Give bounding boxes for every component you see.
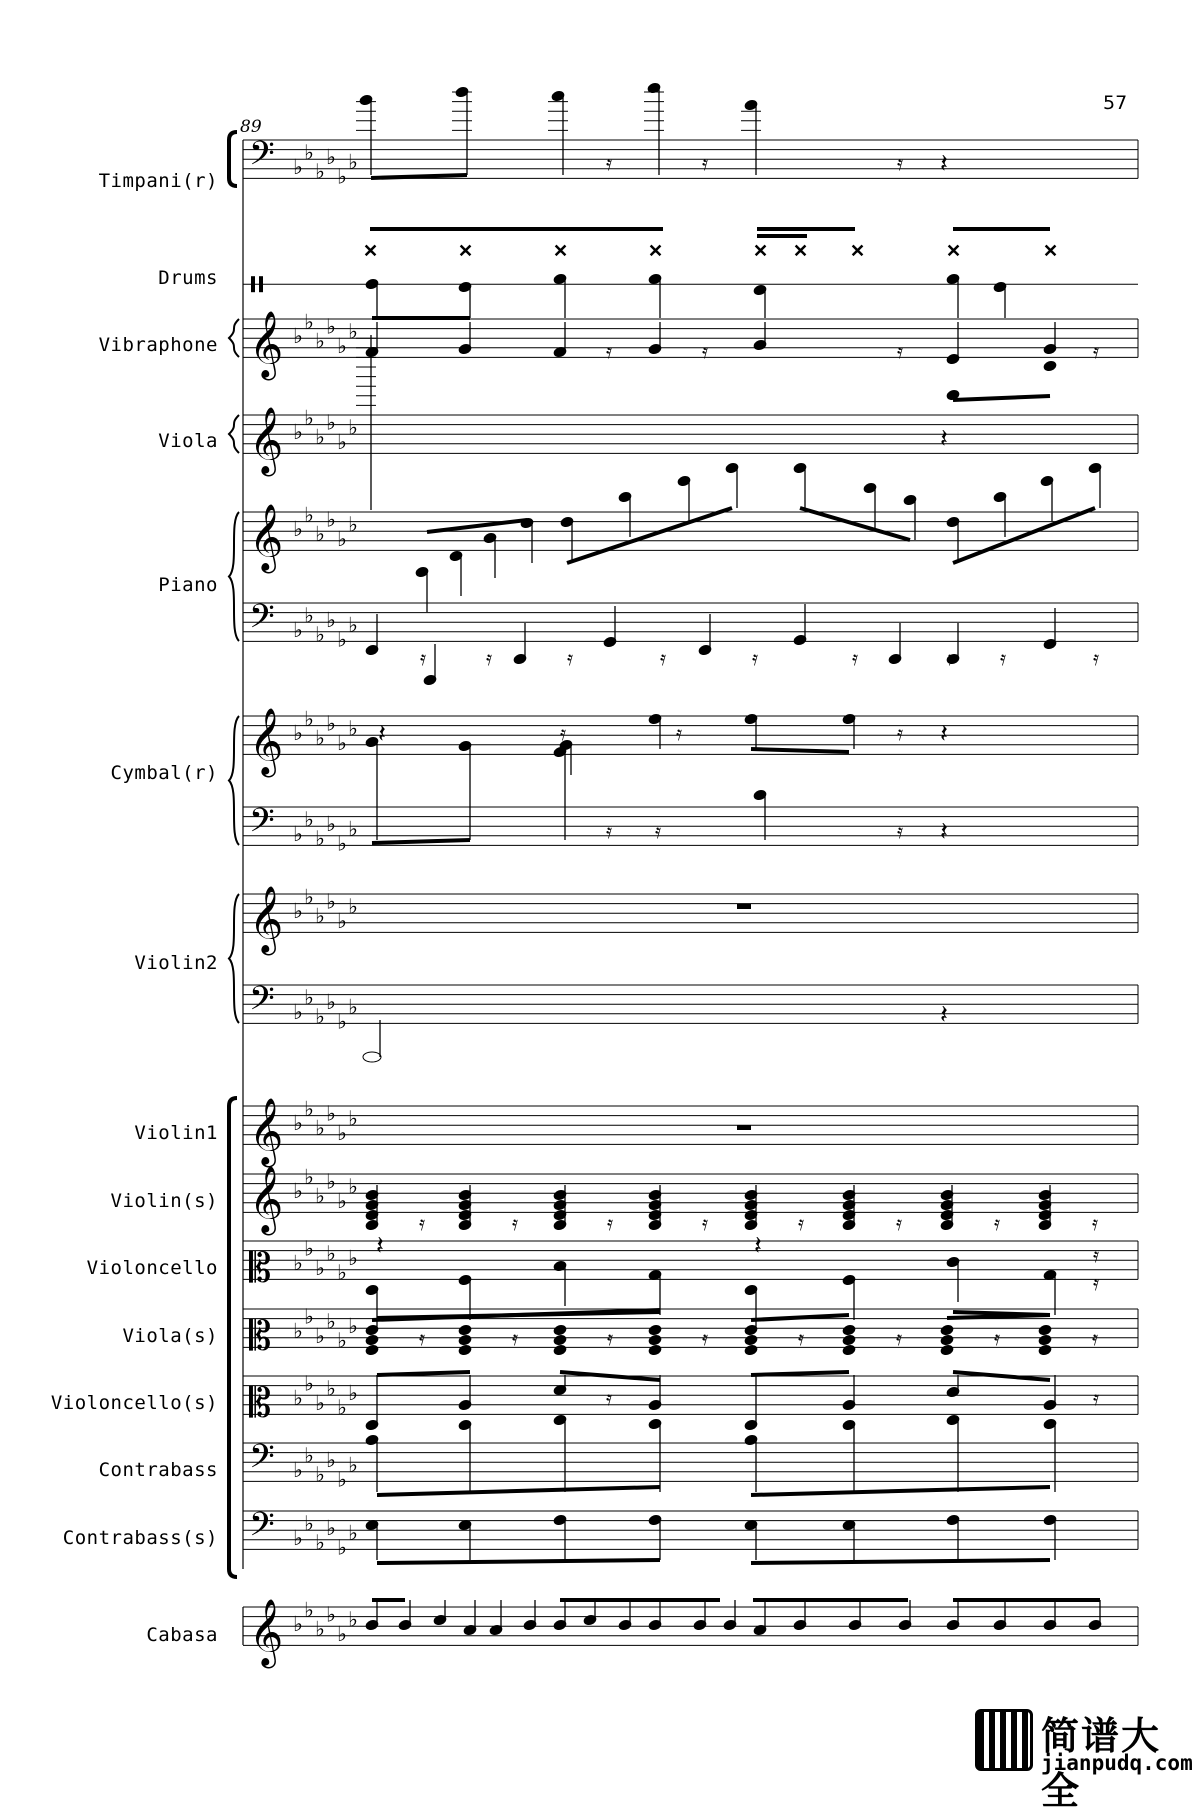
chord-note-head xyxy=(648,1344,662,1356)
sixteenth-rest: 𝄿 xyxy=(798,1326,805,1350)
flat-sign: ♭ xyxy=(348,1174,358,1199)
half-note-head xyxy=(363,1052,381,1062)
note-beam xyxy=(567,508,732,563)
flat-sign: ♭ xyxy=(304,603,314,628)
chord-note-head xyxy=(744,1344,758,1356)
flat-sign: ♭ xyxy=(315,826,325,851)
piano-keys-icon xyxy=(975,1709,1033,1771)
quarter-rest: 𝄽 xyxy=(940,149,948,179)
flat-sign: ♭ xyxy=(304,1371,314,1396)
sixteenth-rest: 𝄿 xyxy=(896,1326,903,1350)
bracket xyxy=(229,1098,237,1577)
flat-sign: ♭ xyxy=(293,1319,303,1343)
flat-sign: ♭ xyxy=(293,821,303,846)
note-beam xyxy=(751,1487,1050,1495)
flat-sign: ♭ xyxy=(304,1511,314,1536)
flat-sign: ♭ xyxy=(304,405,314,430)
flat-sign: ♭ xyxy=(293,617,303,642)
flat-sign: ♭ xyxy=(293,1525,303,1550)
flat-sign: ♭ xyxy=(293,1612,303,1637)
treble-clef: 𝄞 xyxy=(249,884,284,953)
label-violoncello: Violoncello xyxy=(86,1257,218,1279)
chord-note-head xyxy=(1038,1344,1052,1356)
chord-note-head xyxy=(940,1324,954,1336)
flat-sign: ♭ xyxy=(337,1260,347,1285)
flat-sign: ♭ xyxy=(348,1607,358,1632)
measure-number: 89 xyxy=(240,117,262,137)
sixteenth-rest: 𝄿 xyxy=(852,646,859,670)
flat-sign: ♭ xyxy=(293,1457,303,1482)
chord-note-head xyxy=(842,1344,856,1356)
bass-clef: 𝄢 xyxy=(249,1437,275,1484)
flat-sign: ♭ xyxy=(326,889,336,914)
flat-sign: ♭ xyxy=(337,730,347,755)
sixteenth-rest: 𝄿 xyxy=(702,339,709,363)
chord-note-head xyxy=(842,1324,856,1336)
x-note-head: × xyxy=(553,240,569,261)
sixteenth-rest: 𝄿 xyxy=(512,1326,519,1350)
x-note-head: × xyxy=(850,240,866,261)
chord-note-head xyxy=(1038,1334,1052,1346)
flat-sign: ♭ xyxy=(293,324,303,349)
flat-sign: ♭ xyxy=(304,309,314,334)
sixteenth-rest: 𝄿 xyxy=(897,339,904,363)
sixteenth-rest: 𝄿 xyxy=(1093,1243,1100,1267)
flat-sign: ♭ xyxy=(326,1376,336,1401)
quarter-rest: 𝄽 xyxy=(940,719,948,749)
sixteenth-rest: 𝄿 xyxy=(655,819,662,843)
label-violin1: Violin1 xyxy=(134,1122,218,1144)
flat-sign: ♭ xyxy=(304,1164,314,1189)
flat-sign: ♭ xyxy=(315,329,325,353)
flat-sign: ♭ xyxy=(348,613,358,637)
label-cabasa: Cabasa xyxy=(146,1624,218,1646)
flat-sign: ♭ xyxy=(337,627,347,652)
x-note-head: × xyxy=(793,240,809,261)
flat-sign: ♭ xyxy=(348,1453,358,1477)
watermark-title: 简谱大全 xyxy=(1041,1714,1162,1813)
flat-sign: ♭ xyxy=(315,1255,325,1280)
quarter-rest: 𝄽 xyxy=(754,1231,762,1261)
note-beam xyxy=(800,508,910,540)
treble-clef: 𝄞 xyxy=(249,1096,284,1165)
flat-sign: ♭ xyxy=(315,904,325,928)
notes xyxy=(356,82,1102,1636)
brace xyxy=(229,319,239,357)
sixteenth-rest: 𝄿 xyxy=(606,339,613,363)
flat-sign: ♭ xyxy=(293,1386,303,1410)
sixteenth-rest: 𝄿 xyxy=(896,1211,903,1235)
brace xyxy=(229,512,239,641)
flat-sign: ♭ xyxy=(337,1535,347,1560)
flat-sign: ♭ xyxy=(304,1236,314,1261)
x-note-head: × xyxy=(458,240,474,261)
alto-clef: 𝄡 xyxy=(249,1313,272,1360)
flat-sign: ♭ xyxy=(326,145,336,170)
treble-clef: 𝄞 xyxy=(249,309,284,378)
sixteenth-rest: 𝄿 xyxy=(897,819,904,843)
note-beam xyxy=(377,1372,470,1375)
flat-sign: ♭ xyxy=(293,1179,303,1204)
flat-sign: ♭ xyxy=(337,1467,347,1492)
x-note-head: × xyxy=(753,240,769,261)
sixteenth-rest: 𝄿 xyxy=(567,646,574,670)
label-contrabass: Contrabass xyxy=(98,1459,218,1481)
flat-sign: ♭ xyxy=(304,1443,314,1468)
flat-sign: ♭ xyxy=(293,1251,303,1275)
flat-sign: ♭ xyxy=(293,999,303,1024)
note-beam xyxy=(751,749,849,752)
sixteenth-rest: 𝄿 xyxy=(607,1211,614,1235)
brace xyxy=(229,894,239,1023)
page-number: 57 xyxy=(1103,92,1128,114)
note-beam xyxy=(953,508,1095,563)
label-violas: Viola(s) xyxy=(122,1325,218,1347)
watermark-logo xyxy=(975,1705,1195,1813)
flat-sign: ♭ xyxy=(304,140,314,165)
x-note-head: × xyxy=(363,240,379,261)
flat-sign: ♭ xyxy=(348,894,358,919)
x-note-head: × xyxy=(946,240,962,261)
flat-sign: ♭ xyxy=(326,410,336,435)
note-beam xyxy=(377,1560,660,1563)
sixteenth-rest: 𝄿 xyxy=(1093,339,1100,363)
sixteenth-rest: 𝄿 xyxy=(1093,1386,1100,1410)
quarter-rest: 𝄽 xyxy=(376,1231,384,1261)
flat-sign: ♭ xyxy=(348,512,358,537)
note-beam xyxy=(751,1372,849,1375)
bass-clef: 𝄢 xyxy=(249,597,275,644)
flat-sign: ♭ xyxy=(293,154,303,179)
chord-note-head xyxy=(1038,1324,1052,1336)
flat-sign: ♭ xyxy=(304,706,314,731)
sixteenth-rest: 𝄿 xyxy=(897,721,904,745)
flat-sign: ♭ xyxy=(315,1116,325,1140)
quarter-rest: 𝄽 xyxy=(940,817,948,847)
flat-sign: ♭ xyxy=(326,314,336,339)
sixteenth-rest: 𝄿 xyxy=(607,1326,614,1350)
flat-sign: ♭ xyxy=(337,333,347,358)
brace xyxy=(229,415,239,453)
key-signatures xyxy=(293,140,358,1645)
flat-sign: ♭ xyxy=(348,1314,358,1339)
flat-sign: ♭ xyxy=(315,1462,325,1487)
flat-sign: ♭ xyxy=(337,1009,347,1034)
flat-sign: ♭ xyxy=(326,1602,336,1627)
sixteenth-rest: 𝄿 xyxy=(947,646,954,670)
label-viola: Viola xyxy=(158,430,218,452)
chord-note-head xyxy=(648,1334,662,1346)
flat-sign: ♭ xyxy=(315,1184,325,1208)
flat-sign: ♭ xyxy=(348,150,358,174)
quarter-rest: 𝄽 xyxy=(940,424,948,454)
alto-clef: 𝄡 xyxy=(249,1245,272,1292)
flat-sign: ♭ xyxy=(348,319,358,344)
flat-sign: ♭ xyxy=(337,1328,347,1353)
treble-clef: 𝄞 xyxy=(249,1597,284,1666)
treble-clef: 𝄞 xyxy=(249,405,284,474)
flat-sign: ♭ xyxy=(315,622,325,647)
note-beam xyxy=(377,1487,660,1495)
chord-note-head xyxy=(458,1334,472,1346)
sixteenth-rest: 𝄿 xyxy=(752,646,759,670)
sixteenth-rest: 𝄿 xyxy=(560,721,567,745)
sixteenth-rest: 𝄿 xyxy=(660,646,667,670)
whole-rest xyxy=(737,1125,751,1130)
sixteenth-rest: 𝄿 xyxy=(798,1211,805,1235)
flat-sign: ♭ xyxy=(348,1521,358,1545)
sixteenth-rest: 𝄿 xyxy=(1093,646,1100,670)
flat-sign: ♭ xyxy=(337,1188,347,1213)
chord-note-head xyxy=(553,1334,567,1346)
sixteenth-rest: 𝄿 xyxy=(606,819,613,843)
sixteenth-rest: 𝄿 xyxy=(676,721,683,745)
flat-sign: ♭ xyxy=(304,985,314,1010)
sixteenth-rest: 𝄿 xyxy=(1000,646,1007,670)
label-violin2: Violin2 xyxy=(134,952,218,974)
label-violins: Violin(s) xyxy=(110,1190,218,1212)
sixteenth-rest: 𝄿 xyxy=(419,1211,426,1235)
bass-clef: 𝄢 xyxy=(249,801,275,848)
sixteenth-rest: 𝄿 xyxy=(1092,1326,1099,1350)
flat-sign: ♭ xyxy=(304,1096,314,1121)
label-drums: Drums xyxy=(158,267,218,289)
bass-clef: 𝄢 xyxy=(249,979,275,1026)
flat-sign: ♭ xyxy=(326,1448,336,1473)
flat-sign: ♭ xyxy=(348,1246,358,1271)
chord-note-head xyxy=(553,1324,567,1336)
bass-clef: 𝄢 xyxy=(249,1505,275,1552)
flat-sign: ♭ xyxy=(315,1323,325,1348)
flat-sign: ♭ xyxy=(315,726,325,750)
flat-sign: ♭ xyxy=(326,1241,336,1266)
flat-sign: ♭ xyxy=(315,425,325,449)
label-timpani: Timpani(r) xyxy=(98,170,218,192)
chord-note-head xyxy=(365,1334,379,1346)
sixteenth-rest: 𝄿 xyxy=(606,151,613,175)
chord-note-head xyxy=(744,1334,758,1346)
chord-note-head xyxy=(940,1344,954,1356)
sixteenth-rest: 𝄿 xyxy=(606,1386,613,1410)
flat-sign: ♭ xyxy=(315,1390,325,1415)
sixteenth-rest: 𝄿 xyxy=(702,151,709,175)
flat-sign: ♭ xyxy=(293,899,303,924)
flat-sign: ♭ xyxy=(326,1309,336,1334)
note-beam xyxy=(953,396,1050,400)
flat-sign: ♭ xyxy=(315,159,325,184)
chord-note-head xyxy=(553,1344,567,1356)
chord-note-head xyxy=(648,1324,662,1336)
flat-sign: ♭ xyxy=(326,507,336,532)
flat-sign: ♭ xyxy=(304,502,314,527)
flat-sign: ♭ xyxy=(326,812,336,837)
sixteenth-rest: 𝄿 xyxy=(486,646,493,670)
flat-sign: ♭ xyxy=(304,1597,314,1622)
alto-clef: 𝄡 xyxy=(249,1380,272,1427)
bass-clef: 𝄢 xyxy=(249,134,275,181)
flat-sign: ♭ xyxy=(337,908,347,933)
sixteenth-rest: 𝄿 xyxy=(1093,1271,1100,1295)
chord-note-head xyxy=(458,1324,472,1336)
sixteenth-rest: 𝄿 xyxy=(897,151,904,175)
flat-sign: ♭ xyxy=(326,711,336,736)
flat-sign: ♭ xyxy=(315,522,325,546)
flat-sign: ♭ xyxy=(337,831,347,856)
flat-sign: ♭ xyxy=(348,817,358,841)
flat-sign: ♭ xyxy=(315,1530,325,1555)
flat-sign: ♭ xyxy=(304,884,314,909)
chord-note-head xyxy=(365,1344,379,1356)
flat-sign: ♭ xyxy=(326,1101,336,1126)
flat-sign: ♭ xyxy=(337,164,347,189)
note-beam xyxy=(751,1315,849,1320)
flat-sign: ♭ xyxy=(326,1516,336,1541)
note-beam xyxy=(947,1315,1050,1318)
x-note-head: × xyxy=(1043,240,1059,261)
treble-clef: 𝄞 xyxy=(249,1164,284,1233)
flat-sign: ♭ xyxy=(326,1169,336,1194)
sixteenth-rest: 𝄿 xyxy=(994,1326,1001,1350)
sixteenth-rest: 𝄿 xyxy=(702,1211,709,1235)
note-head xyxy=(1043,360,1057,372)
flat-sign: ♭ xyxy=(348,415,358,440)
flat-sign: ♭ xyxy=(315,1004,325,1029)
label-vibraphone: Vibraphone xyxy=(98,334,218,356)
chord-note-head xyxy=(842,1334,856,1346)
flat-sign: ♭ xyxy=(293,721,303,746)
flat-sign: ♭ xyxy=(337,1395,347,1420)
clefs xyxy=(249,135,283,1669)
flat-sign: ♭ xyxy=(293,1111,303,1136)
sixteenth-rest: 𝄿 xyxy=(512,1211,519,1235)
label-cymbal: Cymbal(r) xyxy=(110,762,218,784)
flat-sign: ♭ xyxy=(337,526,347,551)
quarter-rest: 𝄽 xyxy=(378,719,386,749)
flat-sign: ♭ xyxy=(348,1106,358,1131)
flat-sign: ♭ xyxy=(337,429,347,454)
percussion-clef xyxy=(251,276,255,292)
note-beam xyxy=(751,1560,1050,1563)
sixteenth-rest: 𝄿 xyxy=(419,1326,426,1350)
note-beam xyxy=(371,175,467,178)
flat-sign: ♭ xyxy=(348,1381,358,1406)
watermark-url: jianpudq.com xyxy=(1041,1751,1193,1775)
x-note-head: × xyxy=(648,240,664,261)
treble-clef: 𝄞 xyxy=(249,706,284,775)
barlines xyxy=(229,132,1138,1645)
flat-sign: ♭ xyxy=(304,807,314,832)
sixteenth-rest: 𝄿 xyxy=(420,646,427,670)
chord-note-head xyxy=(940,1334,954,1346)
label-piano: Piano xyxy=(158,574,218,596)
flat-sign: ♭ xyxy=(293,420,303,445)
brace xyxy=(229,716,239,845)
bracket xyxy=(229,132,237,186)
flat-sign: ♭ xyxy=(304,1304,314,1329)
sixteenth-rest: 𝄿 xyxy=(702,1326,709,1350)
label-violoncellos: Violoncello(s) xyxy=(50,1392,218,1414)
flat-sign: ♭ xyxy=(348,995,358,1019)
note-beam xyxy=(372,840,470,843)
flat-sign: ♭ xyxy=(326,608,336,633)
flat-sign: ♭ xyxy=(326,990,336,1015)
quarter-rest: 𝄽 xyxy=(940,1000,948,1030)
sixteenth-rest: 𝄿 xyxy=(994,1211,1001,1235)
label-contrabasss: Contrabass(s) xyxy=(62,1527,218,1549)
percussion-clef xyxy=(259,276,263,292)
flat-sign: ♭ xyxy=(348,716,358,741)
chord-note-head xyxy=(458,1344,472,1356)
flat-sign: ♭ xyxy=(337,1621,347,1646)
flat-sign: ♭ xyxy=(337,1120,347,1145)
flat-sign: ♭ xyxy=(293,517,303,542)
flat-sign: ♭ xyxy=(315,1617,325,1641)
treble-clef: 𝄞 xyxy=(249,502,284,571)
sixteenth-rest: 𝄿 xyxy=(1092,1211,1099,1235)
whole-rest xyxy=(737,904,751,909)
